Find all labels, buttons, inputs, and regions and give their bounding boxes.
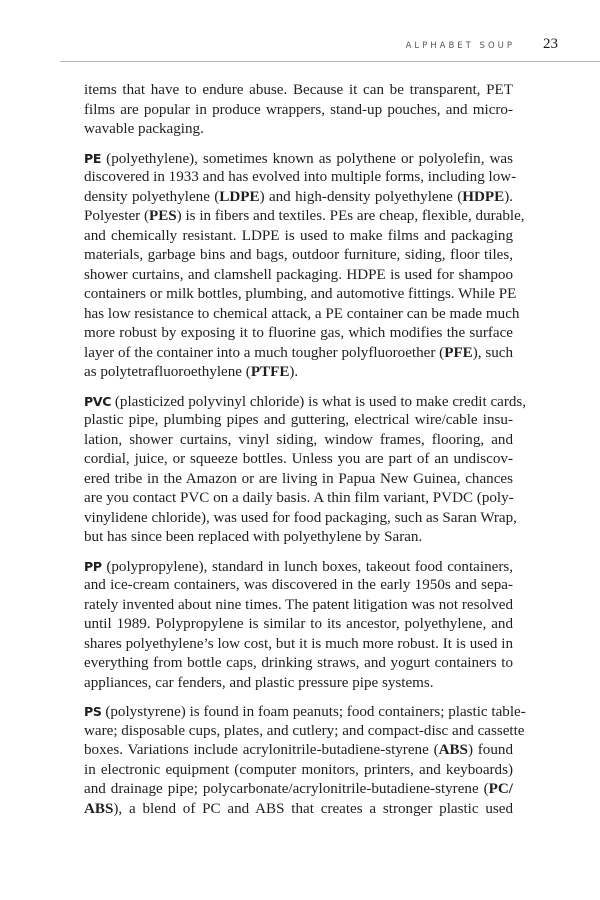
body-text bbox=[84, 81, 527, 828]
abbreviation: ABS bbox=[84, 800, 114, 817]
abbreviation: PES bbox=[148, 208, 177, 224]
text-line: everything from bottle caps, drinking straws, and yogurt containers to bbox=[84, 655, 513, 671]
paragraph-pp bbox=[84, 557, 513, 694]
text-run: (polystyrene) is found in foam peanuts; food containers; plastic table- bbox=[101, 704, 526, 720]
abbreviation: PTFE bbox=[250, 364, 290, 380]
text-line bbox=[84, 557, 513, 577]
term-heading: PE bbox=[84, 150, 102, 166]
text-line: wavable packaging. bbox=[84, 121, 204, 137]
abbreviation: HDPE bbox=[462, 188, 505, 205]
text-line: and drainage pipe; polycarbonate/acrylonitrile-butadiene-styrene (PC/ bbox=[84, 781, 513, 797]
text-line bbox=[84, 149, 513, 169]
paragraph-pe bbox=[84, 149, 525, 383]
text-line: plastic pipe, plumbing pipes and guttering, electrical wire/cable insu- bbox=[84, 412, 513, 428]
term-heading: PVC bbox=[84, 393, 112, 409]
text-line: films are popular in produce wrappers, stand-up pouches, and micro- bbox=[84, 101, 513, 118]
abbreviation: PC/ bbox=[488, 781, 513, 797]
term-heading: PP bbox=[84, 558, 102, 574]
text-line: boxes. Variations include acrylonitrile-butadiene-styrene (ABS) found bbox=[84, 742, 513, 758]
text-line: ware; disposable cups, plates, and cutlery; and compact-disc and cassette bbox=[84, 722, 525, 739]
text-line: shares polyethylene’s low cost, but it is much more robust. It is used in bbox=[84, 635, 513, 652]
text-line: rately invented about nine times. The patent litigation was not resolved bbox=[84, 596, 513, 613]
term-heading: PS bbox=[84, 704, 102, 719]
abbreviation: ABS bbox=[438, 742, 468, 758]
text-line: ered tribe in the Amazon or are living in Papua New Guinea, chances bbox=[84, 470, 513, 487]
text-run: (plasticized polyvinyl chloride) is what is used to make credit cards, bbox=[111, 393, 527, 410]
text-line: has low resistance to chemical attack, a PE container can be made much bbox=[84, 305, 520, 322]
paragraph-pvc bbox=[84, 392, 527, 548]
text-line: and chemically resistant. LDPE is used to make films and packaging bbox=[84, 227, 513, 244]
text-line bbox=[84, 392, 527, 412]
text-line: discovered in 1933 and has evolved into multiple forms, including low- bbox=[84, 169, 517, 185]
text-line: but has since been replaced with polyethylene by Saran. bbox=[84, 529, 423, 545]
text-line: vinylidene chloride), was used for food packaging, such as Saran Wrap, bbox=[84, 509, 517, 526]
running-title: ALPHABET SOUP bbox=[405, 41, 515, 51]
text-line: more robust by exposing it to fluorine gas, which modifies the surface bbox=[84, 325, 513, 341]
page-number: 23 bbox=[543, 36, 558, 52]
text-line: until 1989. Polypropylene is similar to its ancestor, polyethylene, and bbox=[84, 616, 513, 632]
text-line: as polytetrafluoroethylene (PTFE). bbox=[84, 364, 299, 380]
text-line: ABS), a blend of PC and ABS that creates a stronger plastic used bbox=[84, 800, 513, 817]
paragraph-ps bbox=[84, 702, 526, 819]
text-line: lation, shower curtains, vinyl siding, window frames, flooring, and bbox=[84, 431, 513, 448]
text-run: (polypropylene), standard in lunch boxes, takeout food containers, bbox=[101, 558, 513, 575]
text-line: materials, garbage bins and bags, outdoor furniture, siding, floor tiles, bbox=[84, 247, 513, 263]
text-line: in electronic equipment (computer monitors, printers, and keyboards) bbox=[84, 761, 513, 778]
text-line: items that have to endure abuse. Because it can be transparent, PET bbox=[84, 82, 513, 98]
text-line: containers or milk bottles, plumbing, and automotive fittings. While PE bbox=[84, 286, 517, 302]
text-line bbox=[84, 702, 526, 722]
text-line: and ice-cream containers, was discovered in the early 1950s and sepa- bbox=[84, 577, 513, 593]
text-run: (polyethylene), sometimes known as polythene or polyolefin, was bbox=[101, 150, 513, 167]
abbreviation: LDPE bbox=[219, 188, 260, 205]
text-line: density polyethylene (LDPE) and high-density polyethylene (HDPE). bbox=[84, 188, 513, 205]
running-head bbox=[60, 30, 600, 62]
text-line: layer of the container into a much tougher polyfluoroether (PFE), such bbox=[84, 344, 513, 361]
abbreviation: PFE bbox=[444, 344, 473, 361]
text-line: shower curtains, and clamshell packaging. HDPE is used for shampoo bbox=[84, 266, 513, 283]
text-line: Polyester (PES) is in fibers and textiles. PEs are cheap, flexible, durable, bbox=[84, 208, 525, 224]
text-line: are you contact PVC on a daily basis. A thin film variant, PVDC (poly- bbox=[84, 490, 514, 506]
text-line: appliances, car fenders, and plastic pressure pipe systems. bbox=[84, 674, 434, 691]
paragraph-pet-continued bbox=[84, 81, 513, 140]
text-line: cordial, juice, or squeeze bottles. Unless you are part of an undiscov- bbox=[84, 451, 513, 467]
